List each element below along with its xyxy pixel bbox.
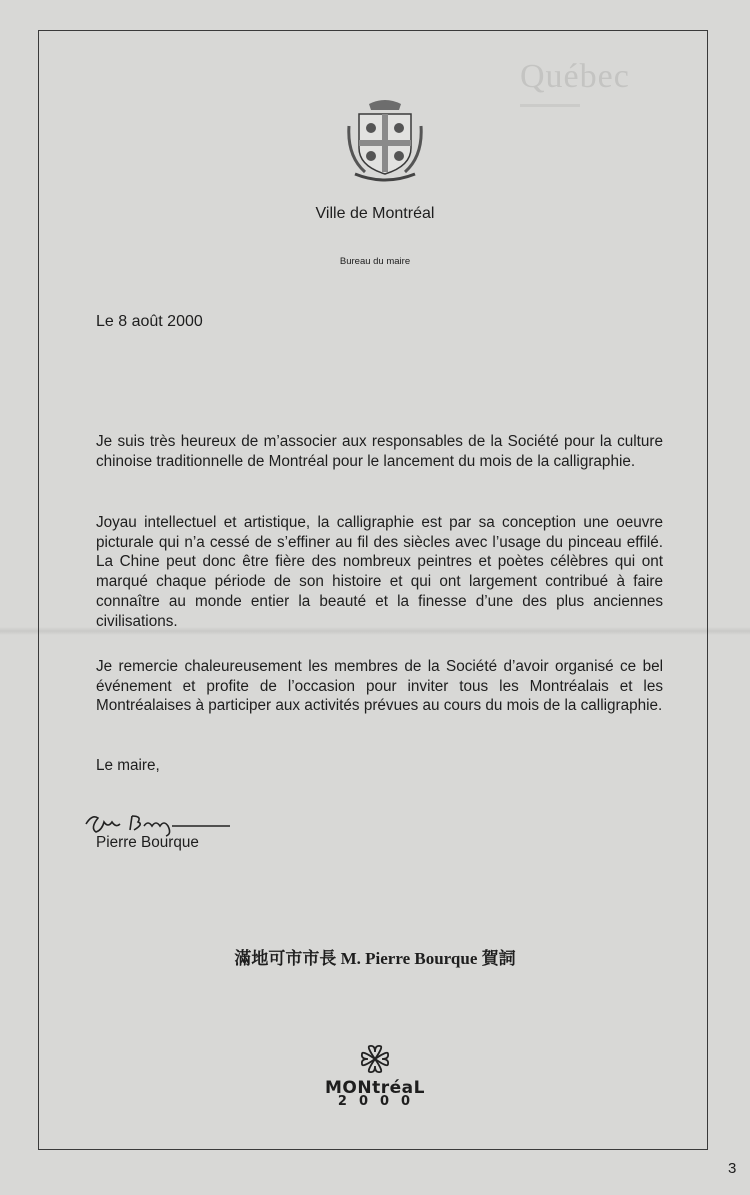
- montreal-coat-of-arms-icon: [345, 96, 425, 186]
- montreal-wordmark: MONtréaL: [325, 1078, 425, 1098]
- signer-name: Pierre Bourque: [96, 834, 199, 851]
- letter-paragraph-1: Je suis très heureux de m’associer aux responsables de la Société pour la culture chinoise traditionnelle de Montréal pour le lancement du mois de la calligraphie.: [96, 433, 663, 470]
- montreal-flower-logo-icon: [358, 1044, 392, 1074]
- letter-paragraph-2: Joyau intellectuel et artistique, la calligraphie est par sa conception une oeuvre picturale qui n’a cessé de s’effiner au fil des siècles avec l’usage du pinceau effilé. La Chine peut donc être fière des nombreux peintres et poètes célèbres qui ont marqué chaque période de son histoire et qui ont largement contribué à faire connaître au monde entier la beauté et la finesse d’une des plus anciennes civilisations.: [96, 514, 663, 630]
- letter-date: Le 8 août 2000: [96, 313, 203, 330]
- bleed-through-quebec-text: Québec: [520, 58, 630, 95]
- letter-closing: Le maire,: [96, 757, 160, 774]
- page-number: 3: [728, 1160, 737, 1177]
- organization-name: Ville de Montréal: [315, 205, 435, 222]
- letter-paragraph-3: Je remercie chaleureusement les membres de la Société d’avoir organisé ce bel événement et profite de l’occasion pour inviter tous les Montréalais et les Montréalaises à participer aux activités prévues au cours du mois de la calligraphie.: [96, 658, 663, 715]
- chinese-caption: 滿地可市市長 M. Pierre Bourque 賀詞: [234, 949, 516, 968]
- department-name: Bureau du maire: [339, 256, 411, 267]
- montreal-year: 2000: [337, 1094, 423, 1109]
